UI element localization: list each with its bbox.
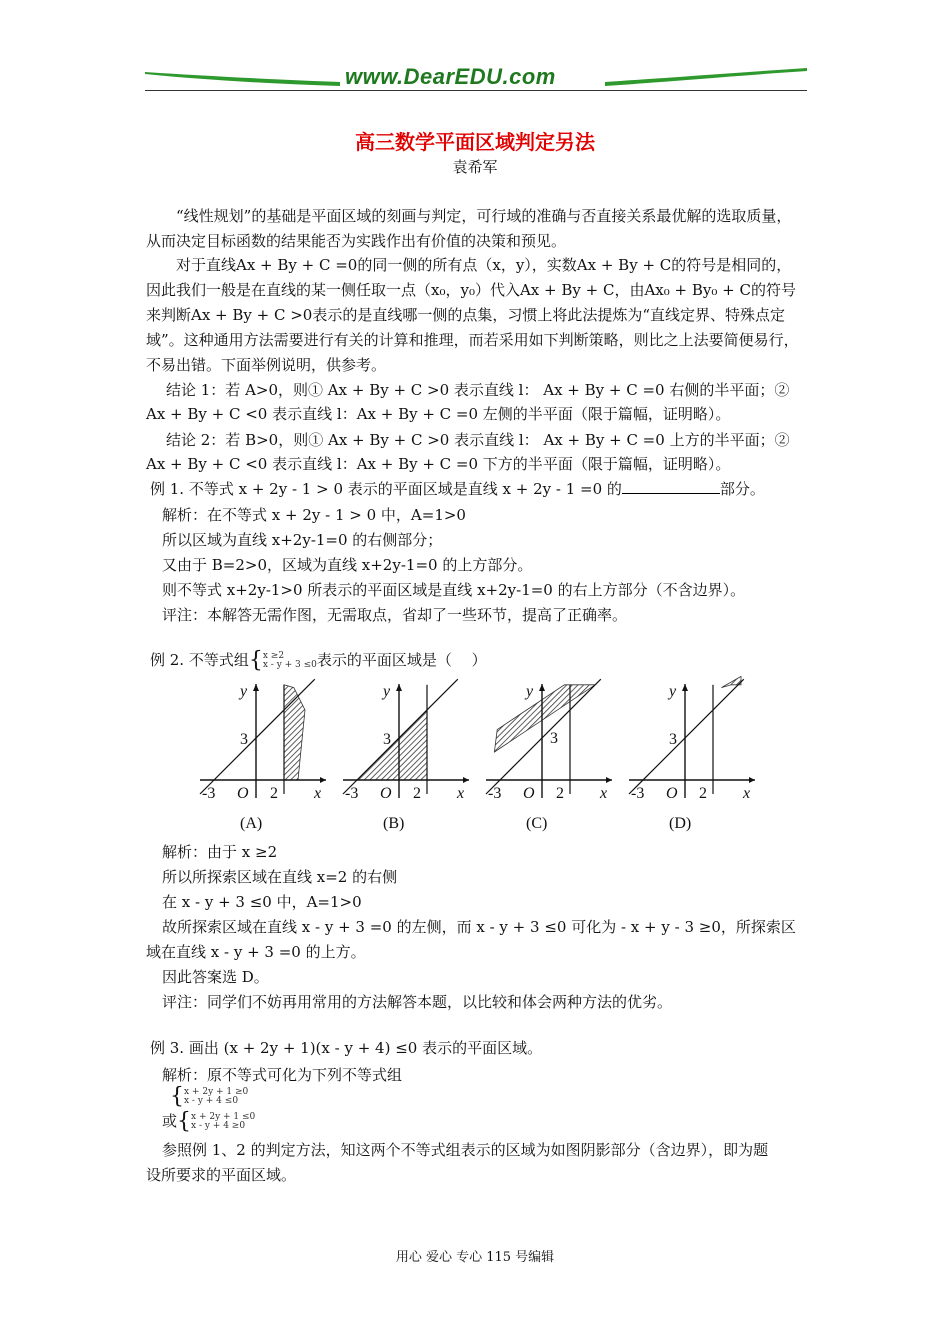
answer-blank	[622, 479, 720, 494]
graph-d-choice-label: (D)	[669, 815, 692, 832]
graph-a-x-label: x	[314, 785, 322, 802]
answer-choice-figures	[196, 676, 756, 840]
graph-b-x-arrow	[463, 777, 469, 783]
example-2-question-text: 例 2. 不等式组	[150, 651, 249, 669]
graph-c-y-arrow	[539, 684, 545, 691]
graph-c-shaded-region	[494, 685, 595, 752]
example-2-solution-1: 解析：由于 x ≥2	[162, 843, 278, 861]
graph-a-tick-3: 3	[240, 731, 248, 748]
graph-c-origin: O	[523, 785, 535, 802]
system-brace: {	[248, 648, 263, 673]
conclusion-2-line-1: 结论 2：若 B>0，则① Ax + By + C >0 表示直线 l： Ax + By + C =0 上方的半平面；②	[166, 431, 790, 449]
graph-d-y-label: y	[669, 683, 677, 700]
graph-a-choice-label: (A)	[240, 815, 263, 832]
graph-a-y-label: y	[240, 683, 248, 700]
example-2-solution-5: 域在直线 x - y + 3 =0 的上方。	[146, 943, 366, 961]
example-1-solution-3: 又由于 B=2>0，区域为直线 x+2y-1=0 的上方部分。	[162, 556, 533, 574]
system-row-1: x ≥2	[262, 651, 285, 661]
example-3-system-b	[162, 1110, 832, 1133]
graph-d-tick-neg3: -3	[631, 785, 645, 802]
example-2-question-tail: 表示的平面区域是（ ）	[316, 651, 487, 669]
graph-d-tick-2: 2	[699, 785, 707, 802]
graph-a-origin: O	[237, 785, 249, 802]
header-divider	[145, 90, 807, 91]
example-2-comment: 评注：同学们不妨再用常用的方法解答本题，以比较和体会两种方法的优劣。	[162, 993, 673, 1011]
intro-paragraph-1: “线性规划”的基础是平面区域的刻画与判定，可行域的准确与否直接关系最优解的选取质量，从而决定目标函数的结果能否为实践作出有价值的决策和预见。	[146, 207, 792, 250]
graph-b-y-arrow	[396, 684, 402, 691]
example-3-solution-3: 设所要求的平面区域。	[146, 1166, 297, 1184]
graph-b-x-label: x	[457, 785, 465, 802]
system-row-2: x - y + 3 ≤0	[262, 660, 317, 670]
example-2-solution-2: 所以所探索区域在直线 x=2 的右侧	[162, 868, 398, 886]
graph-a-x-arrow	[320, 777, 326, 783]
choice-graphs	[196, 676, 756, 840]
example-3-solution-2: 参照例 1、2 的判定方法，知这两个不等式组表示的区域为如图阴影部分（含边界），即为题	[162, 1141, 769, 1159]
system-a-row-2: x - y + 4 ≤0	[184, 1096, 239, 1106]
example-1-question-text: 例 1. 不等式 x + 2y - 1 > 0 表示的平面区域是直线 x + 2y - 1 =0 的	[150, 480, 622, 498]
graph-d-x-arrow	[749, 777, 755, 783]
graph-a-y-arrow	[253, 684, 259, 691]
example-1-solution-2: 所以区域为直线 x+2y-1=0 的右侧部分；	[162, 531, 443, 549]
graph-c-x-label: x	[600, 785, 608, 802]
system-brace: {	[177, 1109, 192, 1134]
graph-a-tick-neg3: -3	[202, 785, 216, 802]
page-footer: 用心 爱心 专心 115 号编辑	[395, 1250, 555, 1265]
system-b-row-1: x + 2y + 1 ≤0	[191, 1112, 256, 1122]
author-name: 袁希军	[452, 158, 498, 176]
example-3-solution-1: 解析：原不等式可化为下列不等式组	[162, 1066, 403, 1084]
system-brace: {	[170, 1084, 184, 1109]
conclusion-1-line-2: Ax + By + C <0 表示直线 l：Ax + By + C =0 左侧的半平面（限于篇幅，证明略）。	[146, 405, 731, 423]
inequality-system-b	[191, 1113, 255, 1131]
system-b-row-2: x - y + 4 ≥0	[191, 1121, 246, 1131]
graph-b-tick-2: 2	[413, 785, 421, 802]
graph-c-tick-neg3: -3	[488, 785, 502, 802]
example-2-question	[150, 648, 820, 673]
graph-b-origin: O	[380, 785, 392, 802]
example-2-solution-4: 故所探索区域在直线 x - y + 3 =0 的左侧，而 x - y + 3 ≤0 可化为 - x + y - 3 ≥0，所探索区	[162, 918, 796, 936]
graph-b-choice-label: (B)	[383, 815, 405, 832]
or-word: 或	[162, 1112, 178, 1130]
conclusion-2-line-2: Ax + By + C <0 表示直线 l：Ax + By + C =0 下方的半平面（限于篇幅，证明略）。	[146, 455, 731, 473]
intro-paragraph-2: 对于直线Ax + By + C =0的同一侧的所有点（x，y），实数Ax + By + C的符号是相同的，因此我们一般是在直线的某一侧任取一点（x₀，y₀）代入Ax + By + C，由Ax₀ + By₀ + C的符号来判断Ax + By + C >0表示的是直线哪一侧的点集，习惯上将此法提炼为“直线定界、特殊点定域”。这种通用方法需要进行有关的计算和推理，而若采用如下判断策略，则比之上法要简便易行，不易出错。下面举例说明，供参考。	[146, 256, 799, 374]
graph-d-tick-3: 3	[669, 731, 677, 748]
graph-d-shaded-region	[721, 676, 741, 687]
example-2-answer: 因此答案选 D。	[162, 968, 269, 986]
graph-d-line-x-minus-y-plus-3	[629, 679, 744, 794]
graph-d-x-label: x	[743, 785, 751, 802]
inequality-system-a	[184, 1088, 248, 1106]
inequality-system	[263, 652, 317, 670]
graph-b-tick-3: 3	[383, 731, 391, 748]
graph-c-choice-label: (C)	[526, 815, 548, 832]
graph-a-tick-2: 2	[270, 785, 278, 802]
graph-c-x-arrow	[606, 777, 612, 783]
graph-d-y-arrow	[682, 684, 688, 691]
example-1-solution-1: 解析：在不等式 x + 2y - 1 > 0 中，A=1>0	[162, 506, 466, 524]
example-2-solution-3: 在 x - y + 3 ≤0 中，A=1>0	[162, 893, 362, 911]
graph-c-tick-3: 3	[550, 730, 558, 747]
example-1-question	[150, 477, 820, 502]
graph-d-origin: O	[666, 785, 678, 802]
system-a-row-1: x + 2y + 1 ≥0	[184, 1087, 249, 1097]
graph-c-tick-2: 2	[556, 785, 564, 802]
site-logo[interactable]: www.DearEDU.com	[345, 64, 556, 89]
example-3-question: 例 3. 画出 (x + 2y + 1)(x - y + 4) ≤0 表示的平面区域。	[150, 1039, 543, 1057]
example-1-solution-4: 则不等式 x+2y-1>0 所表示的平面区域是直线 x+2y-1=0 的右上方部分（不含边界）。	[162, 581, 746, 599]
example-1-comment: 评注：本解答无需作图，无需取点，省却了一些环节，提高了正确率。	[162, 606, 628, 624]
example-3-system-a	[170, 1086, 840, 1108]
graph-c-y-label: y	[526, 683, 534, 700]
example-1-question-tail: 部分。	[719, 480, 765, 498]
page-title: 高三数学平面区域判定另法	[355, 130, 595, 154]
graph-b-tick-neg3: -3	[345, 785, 359, 802]
graph-b-y-label: y	[383, 683, 391, 700]
conclusion-1-line-1: 结论 1：若 A>0，则① Ax + By + C >0 表示直线 l： Ax + By + C =0 右侧的半平面；②	[166, 381, 790, 399]
